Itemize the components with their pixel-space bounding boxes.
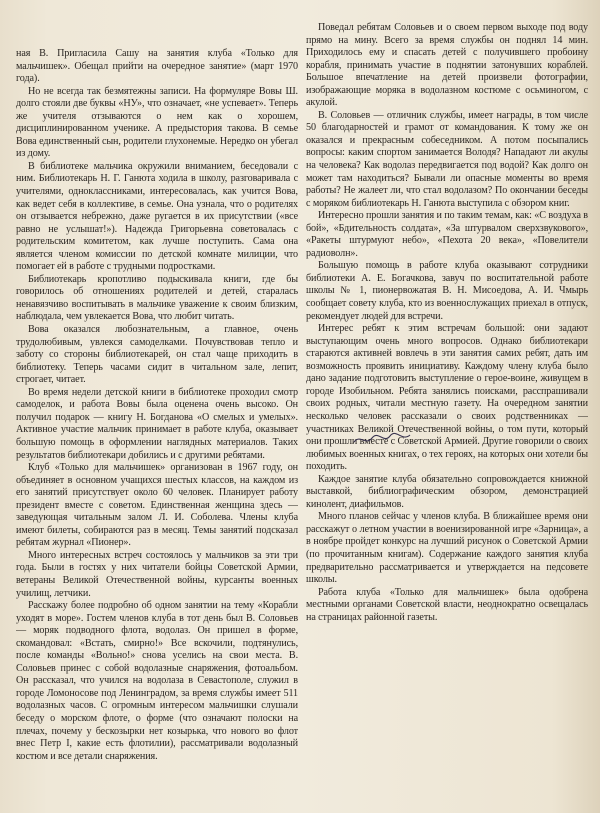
paragraph: Расскажу более подробно об одном занятии на тему «Корабли уходят в море». Гостем членов клуба в тот день был В. Соловьев — моряк подводного флота, водолаз. Он пришел в форме, скомандовал: «Встать, смирно!» Все вскочили, подтянулись, после команды «Вольно!» снова уселись на свои места. В. Соловьев принес с собой водолазные снаряжения, фотоальбом. Он рассказал, что учился на водолаза в Севастополе, служил в городе Ломоносове под Ленинградом, за время службы имеет 511 водолазных часов. С огромным интересом мальчишки слушали беседу о морском флоте, о форме (что означают полоски на плечах, почему у бескозырки нет козырька, что нового во флот внес Петр I, какие есть флотилии), рассматривали водолазный костюм и все детали снаряжения. [16,600,298,762]
paragraph: Но не всегда так безмятежны записи. На формуляре Вовы Ш. долго стояли две буквы «НУ», что означает, «не успевает». Теперь же учителя отзываются о нем как о хорошем, дисциплинированном ученике. А предыстория такова. В семье Вова единственный сын, родители глухонемые. Нередко он убегал из дому. [16,85,298,160]
paragraph: Поведал ребятам Соловьев и о своем первом выходе под воду прямо на мину. Всего за время службы он поднял 14 мин. Приходилось ему и спасать детей с получившего пробоину корабля, принимать участие в поднятии затонувших кораблей. Большое впечатление на детей произвели фотографии, изображающие моряка в водолазном костюме с осьминогом, с акулой. [306,22,588,109]
paragraph: Интересно прошли занятия и по таким темам, как: «С воздуха в бой», «Бдительность солдата», «За штурвалом сверхзвукового», «Ракеты штурмуют небо», «Пехота 20 века», «Повелители радиоволн». [306,210,588,259]
paragraph: Библиотекарь кропотливо подыскивала книги, где бы говорилось об отношениях родителей и детей, старалась ненавязчиво воспитывать в мальчике уважение к своим близким, наблюдала, чем увлекается Вова, что любит читать. [16,273,298,323]
paragraph: Интерес ребят к этим встречам большой: они задают выступающим очень много вопросов. Однако библиотекари стараются активней вовлечь в эти занятия самих ребят, дать им возможность проявить инициативу. Каждому члену клуба было дано задание подготовить выступление о герое-воине, живущем в городе Изобильном. Ребята занялись поисками, расспрашивали своих родных, читали местную газету. На очередном занятии несколько человек рассказали о своих родственниках — участниках Великой Отечественной войны, о том пути, который они прошли вместе с Советской Армией. Другие говорили о своих любимых военных книгах, о тех героях, на которых они хотели бы походить. [306,323,588,473]
paragraph: ная В. Пригласила Сашу на занятия клуба «Только для мальчишек». Обещал прийти на очередное занятие» (март 1970 года). [16,48,298,85]
paragraph: Во время недели детской книги в библиотеке проходил смотр самоделок, и работа Вовы была оценена очень высоко. Он получил подарок — книгу Н. Богданова «О смелых и умелых». Активное участие мальчик принимает в работе клуба, оказывает большую помощь в оформлении наглядных материалов. Таких результатов библиотекари добились и с другими ребятами. [16,386,298,461]
paragraph: В библиотеке мальчика окружили вниманием, беседовали с ним. Библиотекарь Н. Г. Ганюта ходила в школу, разговаривала с учителями, одноклассниками, интересовалась, как учится Вова, как ведет себя в коллективе, в семье. Она узнала, что о родителях он отзывается небрежно, даже ругается в их присутствии («все равно не услышат!»). Надежда Григорьевна советовалась с родительским комитетом, как лучше поступить. Сама она является членом комиссии по детской комнате милиции, что помогает ей в работе с трудными подростками. [16,160,298,273]
paragraph: Много интересных встреч состоялось у мальчиков за эти три года. Были в гостях у них читатели бойцы Советской Армии, ветераны Великой Отечественной войны, курсанты военных училищ, летчики. [16,549,298,599]
paragraph: Вова оказался любознательным, а главное, очень трудолюбивым, увлекся самоделками. Почувствовав тепло и заботу со стороны библиотекарей, он стал чаще приходить в библиотеку. Теперь часами сидит в читальном зале, лепит, строгает, читает. [16,324,298,386]
left-column [16,48,298,805]
paragraph: Клуб «Только для мальчишек» организован в 1967 году, он объединяет в основном учащихся шестых классов, на каждом из его занятий присутствует около 60 человек. Планирует работу президент вместе с советом. Единственная женщина здесь — заведующая читальным залом Л. И. Соболева. Члены клуба имеют билеты, собираются раз в месяц. Темы занятий подсказал ребятам журнал «Пионер». [16,462,298,549]
paragraph: Работа клуба «Только для мальчишек» была одобрена местными органами Советской власти, неоднократно освещалась на страницах районной газеты. [306,586,588,623]
paragraph: Каждое занятие клуба обязательно сопровождается книжной выставкой, библиографическим обзором, демонстрацией кинолент, диафильмов. [306,473,588,510]
paragraph: Большую помощь в работе клуба оказывают сотрудники библиотеки А. Е. Богачкова, завуч по воспитательной работе школы № 1, пионервожатая В. Н. Мисоедова, А. И. Чмырь сообщает совету клуба, кто из военнослужащих приехал в отпуск, рекомендует людей для встречи. [306,260,588,322]
paragraph: В. Соловьев — отличник службы, имеет награды, в том числе 50 благодарностей и грамот от командования. К тому же он оказался и прекрасным собеседником. А потом посыпались вопросы: каким спортом занимается Володя? Нападают ли акулы на человека? Как водолаз передвигается под водой? Как долго он может там находиться? Бывали ли опасные моменты во время работы? Не жалеет ли, что стал водолазом? По окончании беседы с моряком библиотекарь Н. Ганюта выступила с обзором книг. [306,109,588,209]
right-column [306,22,588,805]
paragraph: Много планов сейчас у членов клуба. В ближайшее время они расскажут о летном участии в военизированной игре «Зарница», а в ноябре пройдет конкурс на лучший рисунок о Советской Армии (по прочитанным книгам). Содержание каждого занятия клуба предварительно рассматривается и утверждается на педсовете школы. [306,511,588,586]
